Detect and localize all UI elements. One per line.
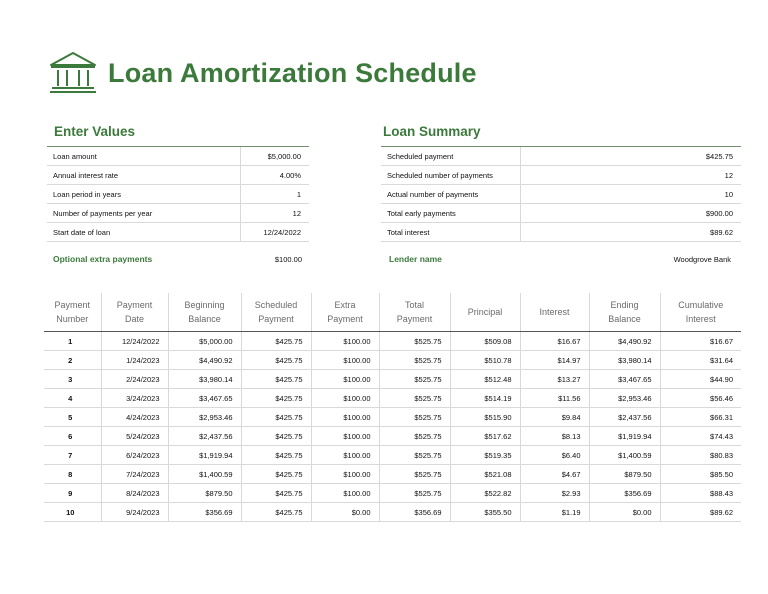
table-cell: $4,490.92 <box>589 332 660 351</box>
column-header <box>101 293 168 332</box>
table-cell: $425.75 <box>241 427 311 446</box>
kv-label: Number of payments per year <box>53 208 153 218</box>
table-cell: $100.00 <box>311 446 379 465</box>
table-cell: $525.75 <box>379 332 450 351</box>
kv-label: Loan period in years <box>53 189 121 199</box>
table-cell: $525.75 <box>379 484 450 503</box>
table-cell: $525.75 <box>379 465 450 484</box>
table-cell: 9/24/2023 <box>101 503 168 522</box>
table-cell: 4/24/2023 <box>101 408 168 427</box>
kv-row <box>381 185 741 204</box>
column-header <box>589 293 660 332</box>
column-header <box>168 293 241 332</box>
table-cell: $9.84 <box>520 408 589 427</box>
table-cell: $100.00 <box>311 370 379 389</box>
table-cell: 8 <box>44 465 101 484</box>
table-cell: $100.00 <box>311 427 379 446</box>
kv-value[interactable]: 1 <box>240 185 309 203</box>
column-header-line1: Payment <box>54 300 91 310</box>
column-header-line2: Number <box>56 314 89 324</box>
table-cell: $425.75 <box>241 446 311 465</box>
kv-row <box>47 185 309 204</box>
page-header <box>48 50 477 96</box>
table-cell: $100.00 <box>311 332 379 351</box>
page-title: Loan Amortization Schedule <box>108 57 477 88</box>
table-body <box>44 332 741 522</box>
column-header-line2: Balance <box>608 314 641 324</box>
table-cell: $2,437.56 <box>589 408 660 427</box>
table-cell: 1/24/2023 <box>101 351 168 370</box>
table-cell: $4.67 <box>520 465 589 484</box>
lender-name-label: Lender name <box>389 254 442 264</box>
table-cell: $44.90 <box>660 370 741 389</box>
table-cell: $6.40 <box>520 446 589 465</box>
table-cell: $522.82 <box>450 484 520 503</box>
column-header-line2: Payment <box>327 314 363 324</box>
table-header-row <box>44 293 741 332</box>
table-cell: 2 <box>44 351 101 370</box>
column-header <box>379 293 450 332</box>
table-cell: $100.00 <box>311 351 379 370</box>
column-header-line1: Beginning <box>184 300 225 310</box>
table-cell: $356.69 <box>379 503 450 522</box>
table-cell: $425.75 <box>241 408 311 427</box>
kv-value[interactable]: 10 <box>520 185 741 203</box>
column-header-line2: Payment <box>396 314 433 324</box>
lender-name-value[interactable]: Woodgrove Bank <box>673 255 731 264</box>
table-cell: 7/24/2023 <box>101 465 168 484</box>
table-cell: $2.93 <box>520 484 589 503</box>
table-row <box>44 332 741 351</box>
table-cell: $1,919.94 <box>589 427 660 446</box>
table-cell: 5/24/2023 <box>101 427 168 446</box>
table-cell: $3,467.65 <box>589 370 660 389</box>
column-header <box>520 293 589 332</box>
table-cell: 9 <box>44 484 101 503</box>
table-cell: $1.19 <box>520 503 589 522</box>
table-cell: $519.35 <box>450 446 520 465</box>
kv-label: Actual number of payments <box>387 189 479 199</box>
table-cell: $879.50 <box>168 484 241 503</box>
table-cell: $16.67 <box>660 332 741 351</box>
table-cell: $1,400.59 <box>168 465 241 484</box>
table-cell: $509.08 <box>450 332 520 351</box>
table-cell: $14.97 <box>520 351 589 370</box>
kv-value[interactable]: $900.00 <box>520 204 741 222</box>
column-header-line1: Principal <box>467 307 503 317</box>
table-cell: $88.43 <box>660 484 741 503</box>
table-cell: $879.50 <box>589 465 660 484</box>
bank-icon <box>48 50 98 96</box>
table-cell: $525.75 <box>379 351 450 370</box>
table-row <box>44 351 741 370</box>
table-cell: $425.75 <box>241 465 311 484</box>
column-header-line1: Scheduled <box>254 300 298 310</box>
table-cell: 8/24/2023 <box>101 484 168 503</box>
table-cell: $56.46 <box>660 389 741 408</box>
table-cell: $31.64 <box>660 351 741 370</box>
table-cell: $100.00 <box>311 389 379 408</box>
table-cell: 2/24/2023 <box>101 370 168 389</box>
table-cell: $4,490.92 <box>168 351 241 370</box>
table-cell: $2,437.56 <box>168 427 241 446</box>
table-cell: $89.62 <box>660 503 741 522</box>
enter-values-table <box>47 146 309 242</box>
table-cell: $515.90 <box>450 408 520 427</box>
table-row <box>44 370 741 389</box>
table-row <box>44 503 741 522</box>
kv-value[interactable]: $5,000.00 <box>240 147 309 165</box>
amortization-table <box>44 293 741 522</box>
column-header <box>311 293 379 332</box>
table-cell: $514.19 <box>450 389 520 408</box>
table-cell: $512.48 <box>450 370 520 389</box>
table-cell: $521.08 <box>450 465 520 484</box>
table-cell: $100.00 <box>311 484 379 503</box>
column-header <box>660 293 741 332</box>
table-cell: $0.00 <box>589 503 660 522</box>
table-cell: $74.43 <box>660 427 741 446</box>
loan-summary-title: Loan Summary <box>383 124 481 139</box>
column-header-line1: Cumulative <box>678 300 724 310</box>
table-cell: $517.62 <box>450 427 520 446</box>
table-cell: $16.67 <box>520 332 589 351</box>
table-cell: $100.00 <box>311 408 379 427</box>
kv-label: Start date of loan <box>53 227 111 237</box>
table-row <box>44 446 741 465</box>
kv-value[interactable]: 12 <box>240 204 309 222</box>
kv-value[interactable]: 12 <box>520 166 741 184</box>
table-cell: 3/24/2023 <box>101 389 168 408</box>
table-cell: $425.75 <box>241 484 311 503</box>
column-header <box>241 293 311 332</box>
table-cell: $525.75 <box>379 446 450 465</box>
kv-label: Scheduled number of payments <box>387 170 493 180</box>
table-cell: $510.78 <box>450 351 520 370</box>
table-cell: $11.56 <box>520 389 589 408</box>
kv-row <box>381 147 741 166</box>
kv-row <box>47 147 309 166</box>
table-cell: $425.75 <box>241 389 311 408</box>
table-cell: $356.69 <box>589 484 660 503</box>
table-cell: $2,953.46 <box>168 408 241 427</box>
table-cell: $3,980.14 <box>589 351 660 370</box>
column-header-line1: Interest <box>539 307 570 317</box>
column-header <box>450 293 520 332</box>
table-row <box>44 389 741 408</box>
extra-payments-label: Optional extra payments <box>53 254 153 264</box>
table-cell: 6 <box>44 427 101 446</box>
table-cell: 7 <box>44 446 101 465</box>
table-cell: $80.83 <box>660 446 741 465</box>
kv-row <box>47 204 309 223</box>
table-cell: $1,400.59 <box>589 446 660 465</box>
table-cell: $425.75 <box>241 370 311 389</box>
kv-value[interactable]: 12/24/2022 <box>240 223 309 241</box>
table-cell: $525.75 <box>379 408 450 427</box>
column-header-line2: Balance <box>188 314 221 324</box>
table-cell: 4 <box>44 389 101 408</box>
extra-payments-value[interactable]: $100.00 <box>274 255 302 264</box>
table-cell: $355.50 <box>450 503 520 522</box>
table-cell: 10 <box>44 503 101 522</box>
table-cell: $525.75 <box>379 389 450 408</box>
table-cell: 12/24/2022 <box>101 332 168 351</box>
column-header-line1: Total <box>404 300 424 310</box>
table-cell: $1,919.94 <box>168 446 241 465</box>
table-cell: $356.69 <box>168 503 241 522</box>
column-header-line1: Payment <box>116 300 153 310</box>
table-row <box>44 465 741 484</box>
table-cell: $8.13 <box>520 427 589 446</box>
table-row <box>44 408 741 427</box>
table-cell: 1 <box>44 332 101 351</box>
table-cell: $85.50 <box>660 465 741 484</box>
table-cell: 6/24/2023 <box>101 446 168 465</box>
kv-label: Total early payments <box>387 208 456 218</box>
table-cell: $13.27 <box>520 370 589 389</box>
table-cell: $525.75 <box>379 370 450 389</box>
kv-row <box>47 223 309 242</box>
table-cell: $525.75 <box>379 427 450 446</box>
kv-row <box>381 166 741 185</box>
enter-values-title: Enter Values <box>54 124 136 139</box>
table-cell: $3,980.14 <box>168 370 241 389</box>
kv-value[interactable]: $425.75 <box>520 147 741 165</box>
loan-summary-table <box>381 146 741 242</box>
kv-row <box>381 204 741 223</box>
column-header-line2: Payment <box>258 314 294 324</box>
table-cell: $66.31 <box>660 408 741 427</box>
table-cell: $100.00 <box>311 465 379 484</box>
table-cell: $425.75 <box>241 332 311 351</box>
column-header-line1: Ending <box>610 300 639 310</box>
column-header <box>44 293 101 332</box>
table-row <box>44 427 741 446</box>
kv-label: Total interest <box>387 227 430 237</box>
column-header-line2: Interest <box>685 314 716 324</box>
table-cell: $3,467.65 <box>168 389 241 408</box>
kv-value[interactable]: 4.00% <box>240 166 309 184</box>
column-header-line1: Extra <box>334 300 356 310</box>
column-header-line2: Date <box>124 314 144 324</box>
table-row <box>44 484 741 503</box>
table-cell: $5,000.00 <box>168 332 241 351</box>
kv-label: Annual interest rate <box>53 170 119 180</box>
table-cell: $425.75 <box>241 503 311 522</box>
kv-row <box>47 166 309 185</box>
kv-row <box>381 223 741 242</box>
table-cell: $2,953.46 <box>589 389 660 408</box>
table-cell: 5 <box>44 408 101 427</box>
table-cell: $425.75 <box>241 351 311 370</box>
table-cell: 3 <box>44 370 101 389</box>
kv-value[interactable]: $89.62 <box>520 223 741 241</box>
kv-label: Loan amount <box>53 151 97 161</box>
table-cell: $0.00 <box>311 503 379 522</box>
kv-label: Scheduled payment <box>387 151 454 161</box>
